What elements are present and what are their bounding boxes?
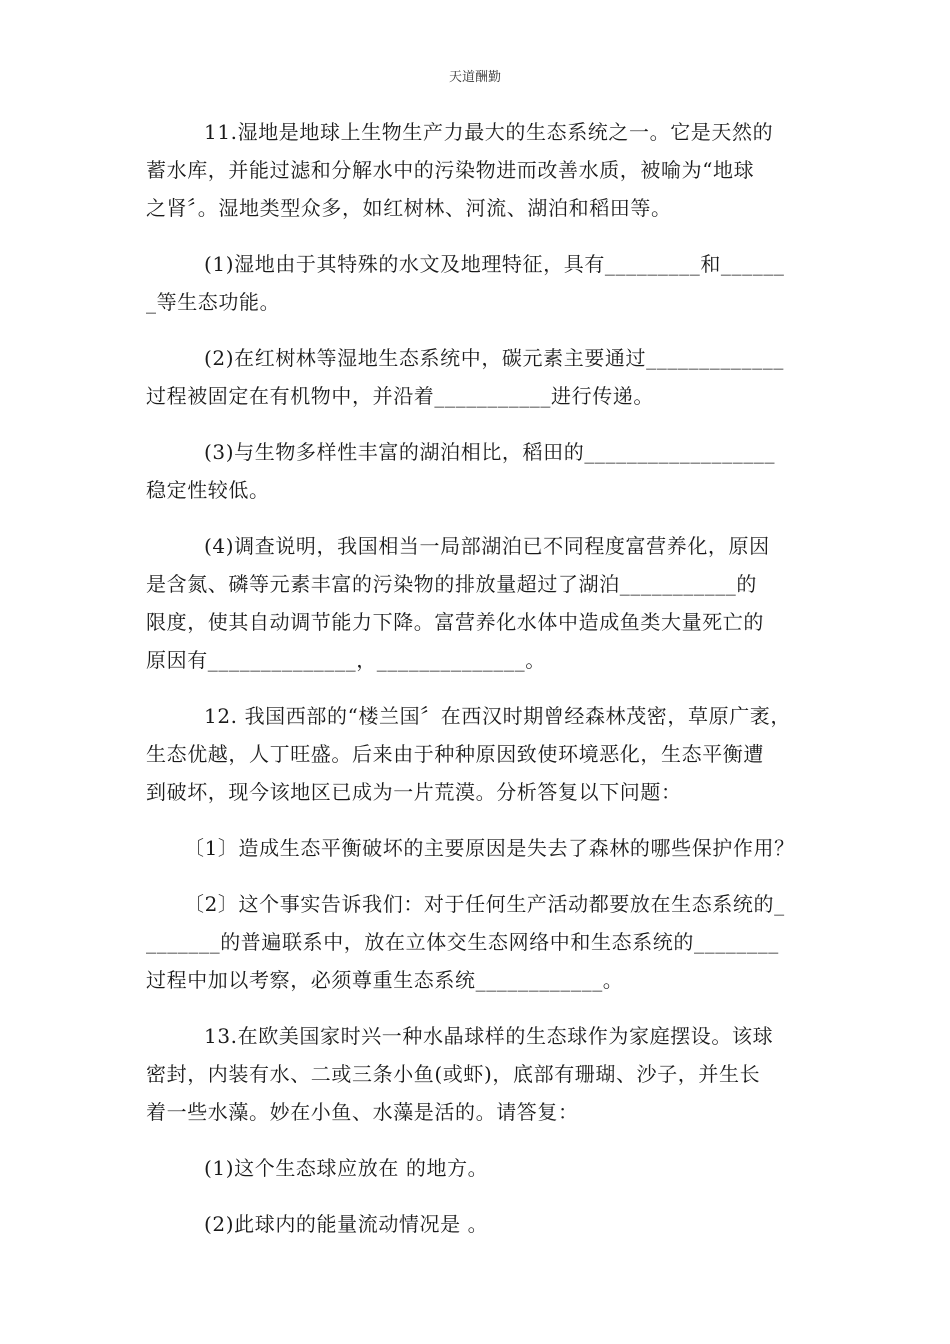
- text-line: 原因有______________，______________。: [146, 648, 546, 672]
- question-11-part-3: [146, 433, 806, 509]
- text-line: 密封，内装有水、二或三条小鱼(或虾)，底部有珊瑚、沙子，并生长: [146, 1062, 761, 1086]
- question-12-stem: [146, 697, 806, 811]
- text-line: _等生态功能。: [146, 290, 281, 314]
- text-line: 生态优越，人丁旺盛。后来由于种种原因致使环境恶化，生态平衡遭: [146, 742, 764, 766]
- question-11-part-4: [146, 527, 806, 679]
- text-line: 限度，使其自动调节能力下降。富营养化水体中造成鱼类大量死亡的: [146, 610, 764, 634]
- question-11-part-2: [146, 339, 806, 415]
- text-line: 13.在欧美国家时兴一种水晶球样的生态球作为家庭摆设。该球: [204, 1024, 774, 1048]
- document-body: [146, 113, 806, 1261]
- text-line: (2)此球内的能量流动情况是 。: [204, 1212, 489, 1236]
- text-line: (4)调查说明，我国相当一局部湖泊已不同程度富营养化，原因: [204, 534, 770, 558]
- question-12-part-1: [146, 829, 806, 867]
- text-line: 是含氮、磷等元素丰富的污染物的排放量超过了湖泊___________的: [146, 572, 757, 596]
- text-line: 过程被固定在有机物中，并沿着___________进行传递。: [146, 384, 654, 408]
- text-line: (1)这个生态球应放在 的地方。: [204, 1156, 489, 1180]
- text-line: 〔1〕造成生态平衡破坏的主要原因是失去了森林的哪些保护作用？: [184, 836, 795, 860]
- text-line: 之肾〞。湿地类型众多，如红树林、河流、湖泊和稻田等。: [146, 196, 672, 220]
- text-line: 〔2〕这个事实告诉我们：对于任何生产活动都要放在生态系统的_: [184, 892, 785, 916]
- text-line: 过程中加以考察，必须尊重生态系统____________。: [146, 968, 624, 992]
- text-line: (1)湿地由于其特殊的水文及地理特征，具有_________和______: [204, 252, 785, 276]
- text-line: (3)与生物多样性丰富的湖泊相比，稻田的__________________: [204, 440, 776, 464]
- text-line: 12. 我国西部的“楼兰国〞在西汉时期曾经森林茂密，草原广袤，: [204, 704, 791, 728]
- question-11-stem: [146, 113, 806, 227]
- text-line: 蓄水库，并能过滤和分解水中的污染物进而改善水质，被喻为“地球: [146, 158, 755, 182]
- text-line: _______的普遍联系中，放在立体交生态网络中和生态系统的________: [146, 930, 779, 954]
- text-line: 11.湿地是地球上生物生产力最大的生态系统之一。它是天然的: [204, 120, 774, 144]
- text-line: 稳定性较低。: [146, 478, 270, 502]
- question-13-part-1: [146, 1149, 806, 1187]
- question-13-stem: [146, 1017, 806, 1131]
- text-line: 到破坏，现今该地区已成为一片荒漠。分析答复以下问题：: [146, 780, 682, 804]
- question-13-part-2: [146, 1205, 806, 1243]
- question-11-part-1: [146, 245, 806, 321]
- text-line: 着一些水藻。妙在小鱼、水藻是活的。请答复：: [146, 1100, 579, 1124]
- question-12-part-2: [146, 885, 806, 999]
- page-header: 天道酬勤: [448, 70, 501, 85]
- text-line: (2)在红树林等湿地生态系统中，碳元素主要通过_____________: [204, 346, 784, 370]
